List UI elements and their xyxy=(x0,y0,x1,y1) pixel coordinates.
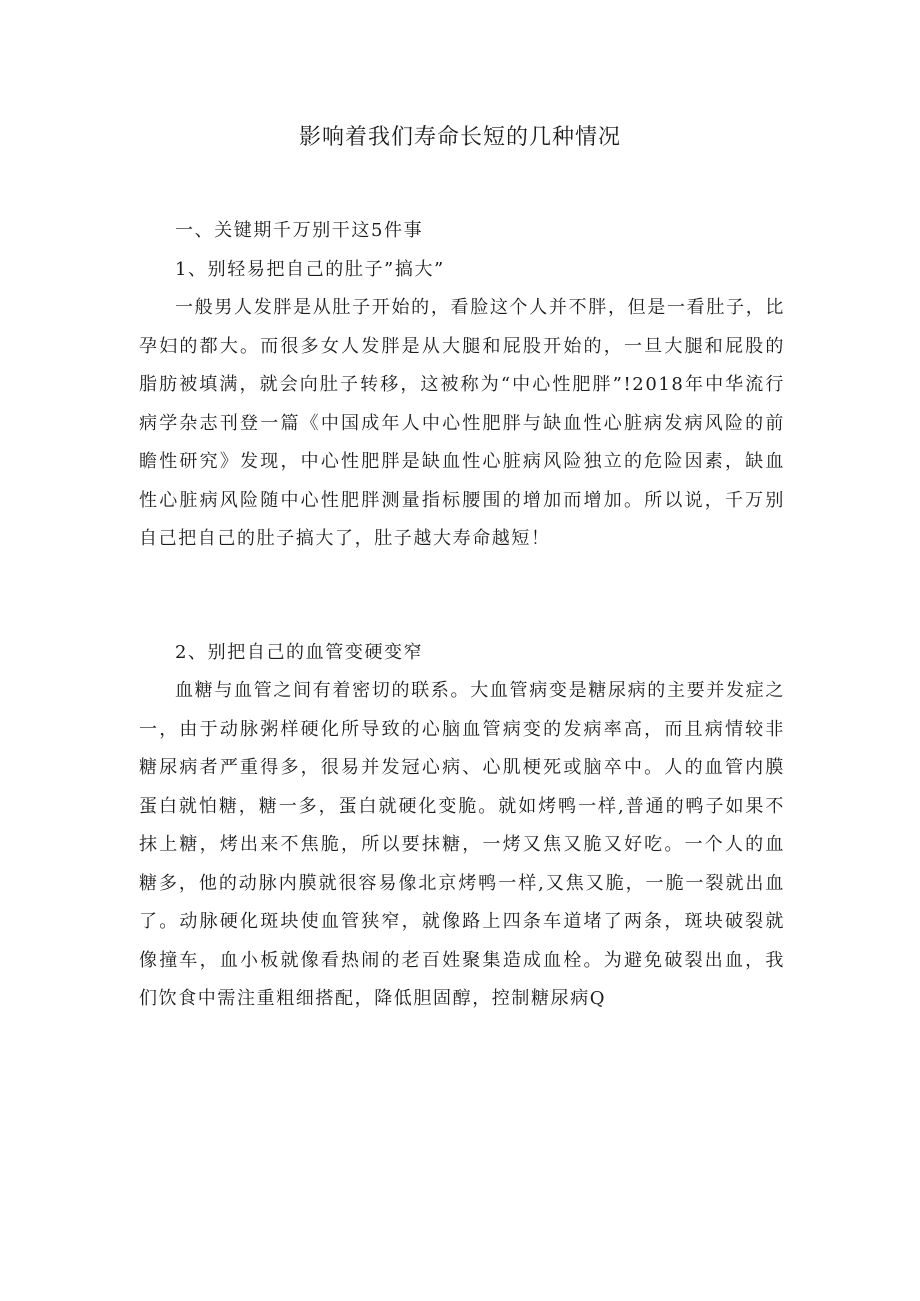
item1-heading: 1、别轻易把自己的肚子”搞大” xyxy=(175,258,445,280)
document-body xyxy=(139,212,785,1019)
section-heading: 一、关键期千万别干这5件事 xyxy=(175,220,424,241)
item1-paragraph: 一般男人发胖是从肚子开始的，看脸这个人并不胖，但是一看肚子，比孕妇的都大。而很多女人发胖是从大腿和屁股开始的，一旦大腿和屁股的脂肪被填满，就会向肚子转移，这被称为“中心性肥胖”!2018年中华流行病学杂志刊登一篇《中国成年人中心性肥胖与缺血性心脏病发病风险的前瞻性研究》发现，中心性肥胖是缺血性心脏病风险独立的危险因素，缺血性心脏病风险随中心性肥胖测量指标腰围的增加而增加。所以说，千万别自己把自己的肚子搞大了，肚子越大寿命越短！ xyxy=(139,297,785,549)
item2-heading: 2、别把自己的血管变硬变窄 xyxy=(175,641,424,663)
section-spacer xyxy=(139,559,785,634)
document-title: 影响着我们寿命长短的几种情况 xyxy=(298,125,621,150)
item2-paragraph: 血糖与血管之间有着密切的联系。大血管病变是糖尿病的主要并发症之一，由于动脉粥样硬化所导致的心脑血管病变的发病率高，而且病情较非糖尿病者严重得多，很易并发冠心病、心肌梗死或脑卒中。人的血管内膜蛋白就怕糖，糖一多，蛋白就硬化变脆。就如烤鸭一样,普通的鸭子如果不抹上糖，烤出来不焦脆，所以要抹糖，一烤又焦又脆又好吃。一个人的血糖多，他的动脉内膜就很容易像北京烤鸭一样,又焦又脆，一脆一裂就出血了。动脉硬化斑块使血管狭窄，就像路上四条车道堵了两条，斑块破裂就像撞车，血小板就像看热闹的老百姓聚集造成血栓。为避免破裂出血，我们饮食中需注重粗细搭配，降低胆固醇，控制糖尿病Q xyxy=(139,680,785,1009)
